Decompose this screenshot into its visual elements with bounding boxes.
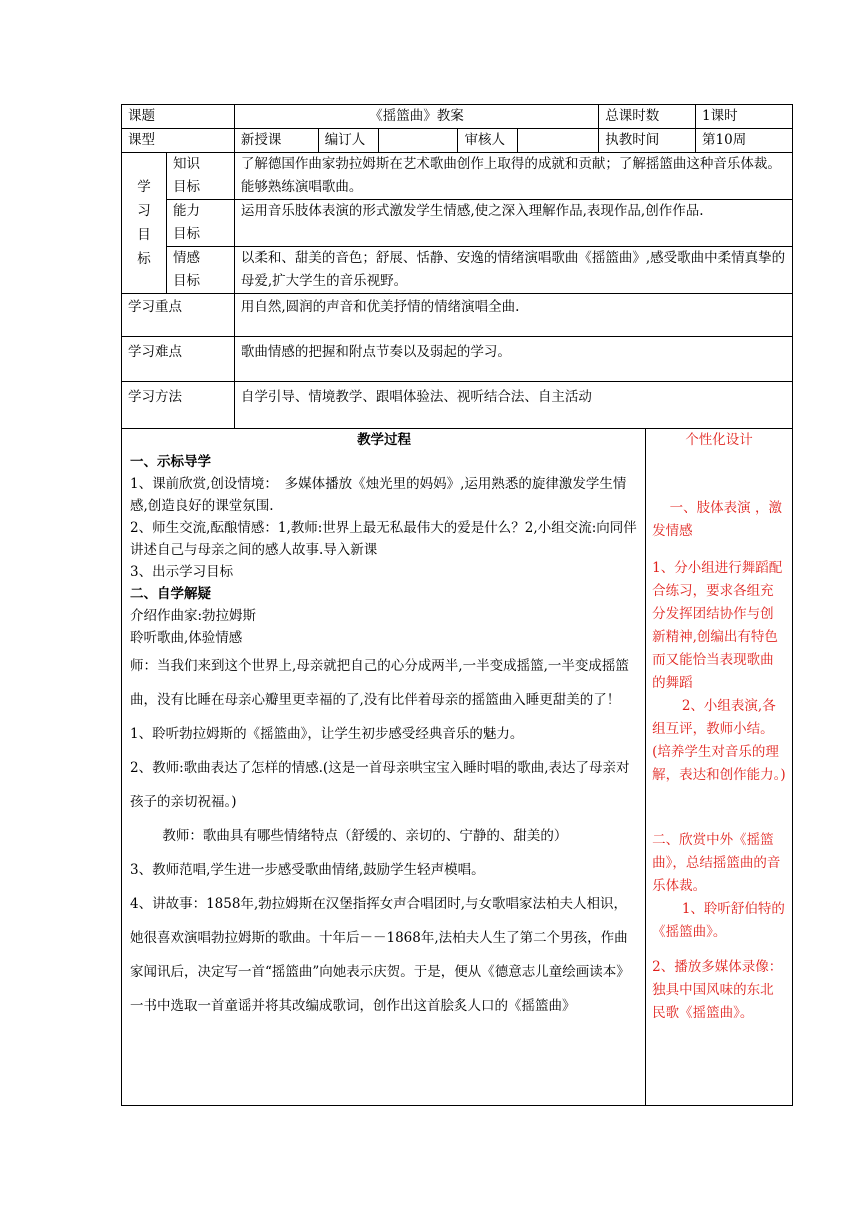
total-hours-value: 1课时 xyxy=(696,105,793,129)
process-paragraph: 1、聆听勃拉姆斯的《摇篮曲》，让学生初步感受经典音乐的魅力。 xyxy=(130,726,524,742)
exec-time-label: 执教时间 xyxy=(599,129,696,153)
total-hours-label: 总课时数 xyxy=(599,105,696,129)
personalized-design xyxy=(646,429,793,1106)
topic-value: 《摇篮曲》教案 xyxy=(234,105,598,129)
key-text: 歌曲情感的把握和附点节奏以及弱起的学习。 xyxy=(234,337,792,382)
process-paragraph: 3、教师范唱,学生进一步感受歌曲情绪,鼓励学生轻声模唱。 xyxy=(130,862,485,878)
process-paragraph: 2、师生交流,酝酿情感：1,教师:世界上最无私最伟大的爱是什么？2,小组交流:向同伴讲述自己与母亲之间的感人故事.导入新课 xyxy=(130,520,637,558)
side-heading: 一、肢体表演 ，激发情感 xyxy=(652,500,782,539)
goal-label-line: 目标 xyxy=(172,226,200,242)
key-row-method xyxy=(122,382,793,429)
goal-label-line: 情感 xyxy=(172,250,200,266)
process-paragraph: 介绍作曲家:勃拉姆斯 xyxy=(130,608,257,624)
goal-label xyxy=(166,153,234,200)
header-row-type xyxy=(122,129,793,153)
reviewer-label: 审核人 xyxy=(458,129,518,153)
process-row xyxy=(122,429,793,1106)
process-paragraph: 4、讲故事：1858年,勃拉姆斯在汉堡指挥女声合唱团时,与女歌唱家法柏夫人相识，她很喜欢演唱勃拉姆斯的歌曲。十年后－－1868年,法柏夫人生了第二个男孩，作曲家闻讯后，决定写一首“摇篮曲”向她表示庆贺。于是，便从《德意志儿童绘画读本》一书中选取一首童谣并将其改编成歌词，创作出这首脍炙人口的《摇篮曲》 xyxy=(130,896,630,1014)
goal-text: 了解德国作曲家勃拉姆斯在艺术歌曲创作上取得的成就和贡献；了解摇篮曲这种音乐体裁。能够熟练演唱歌曲。 xyxy=(234,153,792,200)
goal-row-ability xyxy=(122,200,793,247)
goals-group-char: 学 xyxy=(137,179,151,195)
goal-label-line: 目标 xyxy=(172,179,200,195)
goal-label-line: 目标 xyxy=(172,273,200,289)
header-row-topic xyxy=(122,105,793,129)
process-paragraph: 3、出示学习目标 xyxy=(130,564,234,580)
lesson-plan-table xyxy=(121,104,793,1106)
topic-label: 课题 xyxy=(122,105,235,129)
editor-label: 编订人 xyxy=(318,129,378,153)
goal-row-emotion xyxy=(122,247,793,294)
process-title: 教学过程 xyxy=(357,432,412,448)
section-heading: 二、自学解疑 xyxy=(130,586,211,602)
side-heading: 二、欣赏中外《摇篮曲》，总结摇篮曲的音乐体裁。 xyxy=(652,832,781,894)
side-paragraph: 1、分小组进行舞蹈配合练习，要求各组充分发挥团结协作与创新精神,创编出有特色而又能恰当表现歌曲的舞蹈 xyxy=(652,560,783,691)
goals-group-label xyxy=(122,153,167,294)
key-text: 用自然,圆润的声音和优美抒情的情绪演唱全曲. xyxy=(234,294,792,337)
goals-group-char: 目 xyxy=(137,227,151,243)
side-paragraph: 2、小组表演,各组互评，教师小结。(培养学生对音乐的理解，表达和创作能力。) xyxy=(652,698,786,783)
goal-label xyxy=(166,247,234,294)
reviewer-value xyxy=(518,129,599,153)
goals-group-char: 标 xyxy=(137,251,151,267)
goal-label-line: 知识 xyxy=(172,156,200,172)
exec-time-value: 第10周 xyxy=(696,129,793,153)
key-label: 学习方法 xyxy=(122,382,235,429)
side-title: 个性化设计 xyxy=(685,432,753,448)
key-label: 学习难点 xyxy=(122,337,235,382)
editor-value xyxy=(378,129,458,153)
section-heading: 一、示标导学 xyxy=(130,454,211,470)
side-paragraph: 2、播放多媒体录像：独具中国风味的东北民歌《摇篮曲》。 xyxy=(652,959,783,1021)
type-label: 课型 xyxy=(122,129,235,153)
process-paragraph: 教师：歌曲具有哪些情绪特点（舒缓的、亲切的、宁静的、甜美的） xyxy=(162,828,568,844)
key-label: 学习重点 xyxy=(122,294,235,337)
key-row-focus xyxy=(122,294,793,337)
key-text: 自学引导、情境教学、跟唱体验法、视听结合法、自主活动 xyxy=(234,382,792,429)
key-row-difficulty xyxy=(122,337,793,382)
process-paragraph: 1、课前欣赏,创设情境： 多媒体播放《烛光里的妈妈》,运用熟悉的旋律激发学生情感,创造良好的课堂氛围. xyxy=(130,476,627,514)
goal-text: 运用音乐肢体表演的形式激发学生情感,使之深入理解作品,表现作品,创作作品. xyxy=(234,200,792,247)
side-paragraph: 1、聆听舒伯特的《摇篮曲》。 xyxy=(652,901,785,940)
process-paragraph: 师：当我们来到这个世界上,母亲就把自己的心分成两半,一半变成摇篮,一半变成摇篮曲，没有比睡在母亲心瓣里更幸福的了,没有比伴着母亲的摇篮曲入睡更甜美的了！ xyxy=(130,658,629,708)
process-paragraph: 2、教师:歌曲表达了怎样的情感.(这是一首母亲哄宝宝入睡时唱的歌曲,表达了母亲对孩子的亲切祝福。) xyxy=(130,760,630,810)
goal-label-line: 能力 xyxy=(172,203,200,219)
goal-text: 以柔和、甜美的音色；舒展、恬静、安逸的情绪演唱歌曲《摇篮曲》,感受歌曲中柔情真挚的母爱,扩大学生的音乐视野。 xyxy=(234,247,792,294)
type-value: 新授课 xyxy=(234,129,318,153)
goals-group-char: 习 xyxy=(137,203,151,219)
goal-label xyxy=(166,200,234,247)
teaching-process xyxy=(122,429,646,1106)
process-paragraph: 聆听歌曲,体验情感 xyxy=(130,630,243,646)
goal-row-knowledge xyxy=(122,153,793,200)
